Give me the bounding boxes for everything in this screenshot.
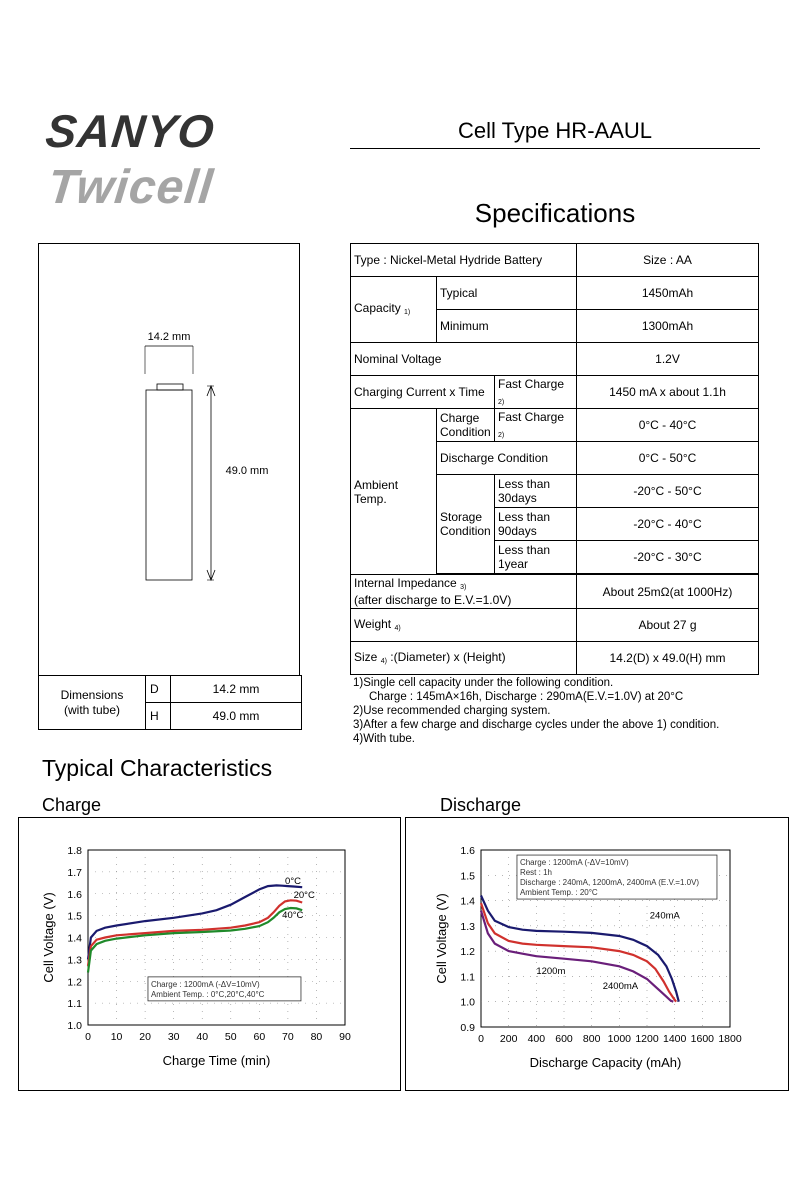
y-tick-label: 1.4 bbox=[67, 932, 82, 945]
y-tick-label: 0.9 bbox=[460, 1022, 475, 1034]
size-cell: Size : AA bbox=[577, 244, 759, 277]
note: 3)After a few charge and discharge cycles under the above 1) condition. bbox=[353, 719, 720, 731]
width-label: 14.2 mm bbox=[147, 331, 191, 343]
dim-key: H bbox=[146, 703, 171, 730]
x-tick-label: 200 bbox=[499, 1033, 518, 1045]
y-tick-label: 1.0 bbox=[460, 996, 475, 1009]
charge-heading: Charge bbox=[42, 795, 102, 815]
dim-value: 49.0 mm bbox=[171, 703, 302, 730]
typical-label: Typical bbox=[437, 277, 577, 310]
storage-value: -20°C - 30°C bbox=[577, 541, 759, 574]
x-tick-label: 1400 bbox=[662, 1033, 687, 1045]
series-label: 2400mA bbox=[602, 981, 639, 993]
x-tick-label: 1000 bbox=[607, 1033, 632, 1045]
size-row-value: 14.2(D) x 49.0(H) mm bbox=[577, 642, 759, 675]
cell-type-title: Cell Type HR-AAUL bbox=[350, 118, 760, 149]
charge-chart bbox=[19, 818, 400, 1090]
y-tick-label: 1.5 bbox=[460, 870, 475, 883]
discharge-condition-value: 0°C - 50°C bbox=[577, 442, 759, 475]
charge-chart-panel bbox=[18, 817, 401, 1091]
x-tick-label: 10 bbox=[110, 1031, 123, 1043]
specifications-table bbox=[350, 243, 759, 675]
charge-condition-value: 0°C - 40°C bbox=[577, 409, 759, 442]
x-tick-label: 800 bbox=[582, 1033, 601, 1045]
x-tick-label: 0 bbox=[478, 1033, 484, 1045]
dim-value: 14.2 mm bbox=[171, 676, 302, 703]
specifications-title: Specifications bbox=[474, 198, 636, 228]
note: 4)With tube. bbox=[353, 733, 415, 745]
y-tick-label: 1.2 bbox=[67, 976, 82, 989]
storage-period: Less than 1year bbox=[495, 541, 577, 574]
storage-period: Less than 30days bbox=[495, 475, 577, 508]
x-tick-label: 600 bbox=[555, 1033, 573, 1045]
legend-text: Ambient Temp. : 20°C bbox=[519, 888, 598, 898]
series-label: 1200m bbox=[536, 965, 566, 977]
minimum-value: 1300mAh bbox=[577, 310, 759, 343]
y-tick-label: 1.2 bbox=[460, 946, 475, 959]
storage-period: Less than 90days bbox=[495, 508, 577, 541]
note: 1)Single cell capacity under the following condition. bbox=[353, 677, 614, 689]
x-tick-label: 40 bbox=[196, 1031, 209, 1043]
legend-text: Rest : 1h bbox=[519, 868, 552, 878]
fast-charge-label: Fast Charge 2) bbox=[495, 409, 577, 442]
note: 2)Use recommended charging system. bbox=[353, 705, 551, 717]
x-tick-label: 50 bbox=[224, 1031, 237, 1043]
series-label: 20°C bbox=[293, 890, 315, 902]
y-axis-label: Cell Voltage (V) bbox=[41, 892, 56, 983]
x-tick-label: 1800 bbox=[718, 1033, 742, 1045]
y-tick-label: 1.1 bbox=[67, 998, 82, 1011]
legend-text: Charge : 1200mA (-ΔV=10mV) bbox=[519, 858, 629, 868]
y-tick-label: 1.0 bbox=[67, 1020, 82, 1032]
x-tick-label: 20 bbox=[139, 1031, 151, 1043]
nominal-voltage-label: Nominal Voltage bbox=[351, 343, 577, 376]
height-label: 49.0 mm bbox=[225, 465, 269, 477]
weight-label: Weight 4) bbox=[351, 609, 577, 642]
typical-characteristics-heading: Typical Characteristics bbox=[42, 755, 273, 781]
twicell-logo: Twicell bbox=[45, 161, 217, 214]
capacity-label: Capacity 1) bbox=[351, 277, 437, 343]
minimum-label: Minimum bbox=[437, 310, 577, 343]
y-tick-label: 1.7 bbox=[67, 866, 82, 879]
ambient-temp-label: Ambient Temp. bbox=[351, 409, 437, 575]
y-tick-label: 1.3 bbox=[67, 954, 82, 967]
charging-value: 1450 mA x about 1.1h bbox=[577, 376, 759, 409]
storage-condition-label: Storage Condition bbox=[437, 475, 495, 574]
legend-text: Ambient Temp. : 0°C,20°C,40°C bbox=[150, 989, 265, 999]
y-tick-label: 1.6 bbox=[67, 888, 82, 901]
y-tick-label: 1.1 bbox=[460, 971, 475, 984]
legend-text: Charge : 1200mA (-ΔV=10mV) bbox=[150, 979, 260, 989]
charging-label: Charging Current x Time bbox=[351, 376, 495, 409]
footnotes bbox=[353, 676, 719, 746]
charge-condition-label: Charge Condition bbox=[437, 409, 495, 442]
dimensions-table bbox=[38, 675, 302, 730]
x-tick-label: 1200 bbox=[635, 1033, 659, 1045]
dimension-drawing bbox=[38, 243, 300, 676]
series-label: 0°C bbox=[285, 875, 301, 887]
typical-value: 1450mAh bbox=[577, 277, 759, 310]
x-axis-label: Discharge Capacity (mAh) bbox=[529, 1055, 682, 1070]
x-tick-label: 90 bbox=[339, 1031, 351, 1043]
nominal-voltage-value: 1.2V bbox=[577, 343, 759, 376]
x-tick-label: 400 bbox=[527, 1033, 546, 1045]
impedance-value: About 25mΩ(at 1000Hz) bbox=[577, 575, 759, 609]
y-tick-label: 1.4 bbox=[460, 895, 475, 908]
sanyo-logo: SANYO bbox=[43, 105, 218, 157]
size-row-label: Size 4) :(Diameter) x (Height) bbox=[351, 642, 577, 675]
x-tick-label: 80 bbox=[310, 1031, 323, 1043]
x-tick-label: 1600 bbox=[690, 1033, 715, 1045]
y-axis-label: Cell Voltage (V) bbox=[434, 893, 449, 984]
impedance-label: Internal Impedance 3) (after discharge to E.V.=1.0V) bbox=[351, 575, 577, 609]
discharge-heading: Discharge bbox=[440, 795, 522, 815]
y-tick-label: 1.5 bbox=[67, 910, 82, 923]
x-tick-label: 0 bbox=[85, 1031, 91, 1043]
x-tick-label: 60 bbox=[253, 1031, 266, 1043]
discharge-chart bbox=[406, 818, 788, 1090]
dimensions-label: Dimensions (with tube) bbox=[39, 676, 146, 730]
battery-body bbox=[146, 390, 192, 580]
y-tick-label: 1.8 bbox=[67, 845, 82, 857]
fast-charge-label: Fast Charge 2) bbox=[495, 376, 577, 409]
series-label: 240mA bbox=[649, 910, 680, 922]
storage-value: -20°C - 50°C bbox=[577, 475, 759, 508]
battery-drawing bbox=[39, 244, 299, 676]
legend-text: Discharge : 240mA, 1200mA, 2400mA (E.V.=1.0V) bbox=[519, 878, 700, 888]
discharge-condition-label: Discharge Condition bbox=[437, 442, 577, 475]
storage-value: -20°C - 40°C bbox=[577, 508, 759, 541]
x-axis-label: Charge Time (min) bbox=[162, 1053, 271, 1068]
y-tick-label: 1.3 bbox=[460, 920, 475, 933]
x-tick-label: 70 bbox=[282, 1031, 294, 1043]
y-tick-label: 1.6 bbox=[460, 845, 475, 857]
type-cell: Type : Nickel-Metal Hydride Battery bbox=[351, 244, 577, 277]
battery-terminal bbox=[157, 384, 183, 390]
discharge-chart-panel bbox=[405, 817, 789, 1091]
dim-key: D bbox=[146, 676, 171, 703]
series-label: 40°C bbox=[282, 909, 304, 921]
x-tick-label: 30 bbox=[167, 1031, 180, 1043]
note: Charge : 145mA×16h, Discharge : 290mA(E.V.=1.0V) at 20°C bbox=[369, 691, 684, 703]
weight-value: About 27 g bbox=[577, 609, 759, 642]
